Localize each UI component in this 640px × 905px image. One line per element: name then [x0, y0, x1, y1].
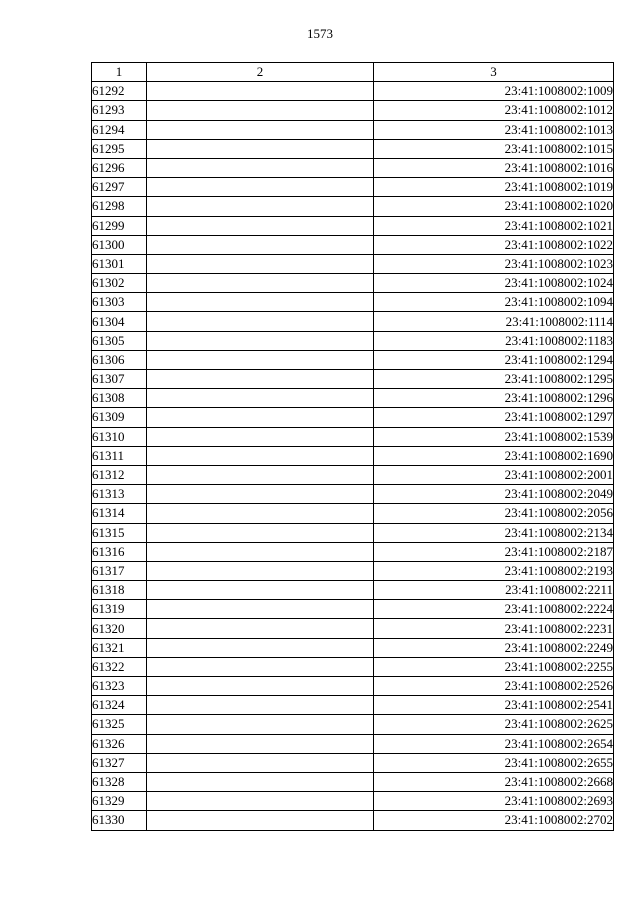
- table-row: [92, 254, 614, 273]
- column-2-cell: [147, 101, 374, 120]
- cadastral-number-cell: 23:41:1008002:1094: [374, 293, 614, 312]
- cadastral-number-cell: 23:41:1008002:2134: [374, 523, 614, 542]
- column-2-cell: [147, 504, 374, 523]
- column-2-cell: [147, 715, 374, 734]
- cadastral-number-cell: 23:41:1008002:2187: [374, 542, 614, 561]
- cadastral-number-cell: 23:41:1008002:2541: [374, 696, 614, 715]
- column-header-3: 3: [374, 63, 614, 82]
- row-number-cell: 61306: [92, 350, 147, 369]
- row-number-cell: 61325: [92, 715, 147, 734]
- cadastral-number-cell: 23:41:1008002:1016: [374, 158, 614, 177]
- table-row: [92, 370, 614, 389]
- data-table: [91, 62, 614, 831]
- table-row: [92, 542, 614, 561]
- cadastral-number-cell: 23:41:1008002:2526: [374, 677, 614, 696]
- column-2-cell: [147, 772, 374, 791]
- table-row: [92, 120, 614, 139]
- table-row: [92, 734, 614, 753]
- table-row: [92, 331, 614, 350]
- table-row: [92, 408, 614, 427]
- table-row: [92, 427, 614, 446]
- page-number: 1573: [307, 26, 333, 41]
- cadastral-number-cell: 23:41:1008002:1020: [374, 197, 614, 216]
- row-number-cell: 61307: [92, 370, 147, 389]
- row-number-cell: 61298: [92, 197, 147, 216]
- row-number-cell: 61314: [92, 504, 147, 523]
- table-row: [92, 446, 614, 465]
- cadastral-number-cell: 23:41:1008002:1296: [374, 389, 614, 408]
- column-2-cell: [147, 408, 374, 427]
- table-row: [92, 293, 614, 312]
- cadastral-number-cell: 23:41:1008002:2224: [374, 600, 614, 619]
- table-row: [92, 600, 614, 619]
- column-2-cell: [147, 197, 374, 216]
- column-2-cell: [147, 312, 374, 331]
- cadastral-number-cell: 23:41:1008002:2702: [374, 811, 614, 830]
- table-row: [92, 715, 614, 734]
- cadastral-number-cell: 23:41:1008002:2211: [374, 581, 614, 600]
- cadastral-number-cell: 23:41:1008002:1012: [374, 101, 614, 120]
- cadastral-number-cell: 23:41:1008002:1009: [374, 82, 614, 101]
- column-2-cell: [147, 254, 374, 273]
- cadastral-number-cell: 23:41:1008002:2625: [374, 715, 614, 734]
- row-number-cell: 61323: [92, 677, 147, 696]
- column-2-cell: [147, 389, 374, 408]
- table-row: [92, 235, 614, 254]
- row-number-cell: 61303: [92, 293, 147, 312]
- cadastral-number-cell: 23:41:1008002:2693: [374, 792, 614, 811]
- column-2-cell: [147, 158, 374, 177]
- row-number-cell: 61295: [92, 139, 147, 158]
- row-number-cell: 61310: [92, 427, 147, 446]
- cadastral-number-cell: 23:41:1008002:1690: [374, 446, 614, 465]
- row-number-cell: 61292: [92, 82, 147, 101]
- row-number-cell: 61296: [92, 158, 147, 177]
- row-number-cell: 61302: [92, 274, 147, 293]
- column-2-cell: [147, 331, 374, 350]
- table-row: [92, 677, 614, 696]
- cadastral-number-cell: 23:41:1008002:1294: [374, 350, 614, 369]
- table-row: [92, 158, 614, 177]
- cadastral-number-cell: 23:41:1008002:1015: [374, 139, 614, 158]
- row-number-cell: 61320: [92, 619, 147, 638]
- row-number-cell: 61299: [92, 216, 147, 235]
- table-row: [92, 216, 614, 235]
- column-2-cell: [147, 696, 374, 715]
- table-row: [92, 101, 614, 120]
- table-row: [92, 696, 614, 715]
- cadastral-number-cell: 23:41:1008002:1539: [374, 427, 614, 446]
- row-number-cell: 61315: [92, 523, 147, 542]
- row-number-cell: 61294: [92, 120, 147, 139]
- column-2-cell: [147, 792, 374, 811]
- column-2-cell: [147, 811, 374, 830]
- cadastral-number-cell: 23:41:1008002:1021: [374, 216, 614, 235]
- cadastral-number-cell: 23:41:1008002:2655: [374, 753, 614, 772]
- column-2-cell: [147, 216, 374, 235]
- column-2-cell: [147, 677, 374, 696]
- column-2-cell: [147, 178, 374, 197]
- table-row: [92, 792, 614, 811]
- column-2-cell: [147, 581, 374, 600]
- column-2-cell: [147, 485, 374, 504]
- row-number-cell: 61330: [92, 811, 147, 830]
- cadastral-number-cell: 23:41:1008002:2049: [374, 485, 614, 504]
- table-row: [92, 811, 614, 830]
- column-2-cell: [147, 753, 374, 772]
- column-2-cell: [147, 638, 374, 657]
- cadastral-number-cell: 23:41:1008002:1024: [374, 274, 614, 293]
- column-2-cell: [147, 619, 374, 638]
- table-row: [92, 753, 614, 772]
- row-number-cell: 61319: [92, 600, 147, 619]
- row-number-cell: 61312: [92, 465, 147, 484]
- row-number-cell: 61304: [92, 312, 147, 331]
- cadastral-number-cell: 23:41:1008002:2249: [374, 638, 614, 657]
- row-number-cell: 61321: [92, 638, 147, 657]
- table-row: [92, 657, 614, 676]
- row-number-cell: 61301: [92, 254, 147, 273]
- cadastral-number-cell: 23:41:1008002:1183: [374, 331, 614, 350]
- table-row: [92, 561, 614, 580]
- cadastral-number-cell: 23:41:1008002:2056: [374, 504, 614, 523]
- table-row: [92, 638, 614, 657]
- column-2-cell: [147, 235, 374, 254]
- column-2-cell: [147, 734, 374, 753]
- column-2-cell: [147, 542, 374, 561]
- cadastral-number-cell: 23:41:1008002:1019: [374, 178, 614, 197]
- row-number-cell: 61309: [92, 408, 147, 427]
- row-number-cell: 61308: [92, 389, 147, 408]
- cadastral-number-cell: 23:41:1008002:1295: [374, 370, 614, 389]
- cadastral-number-cell: 23:41:1008002:2255: [374, 657, 614, 676]
- row-number-cell: 61328: [92, 772, 147, 791]
- column-2-cell: [147, 120, 374, 139]
- table-row: [92, 465, 614, 484]
- cadastral-number-cell: 23:41:1008002:2231: [374, 619, 614, 638]
- table-row: [92, 274, 614, 293]
- column-2-cell: [147, 293, 374, 312]
- column-2-cell: [147, 561, 374, 580]
- table-row: [92, 82, 614, 101]
- table-row: [92, 772, 614, 791]
- column-2-cell: [147, 427, 374, 446]
- column-header-1: 1: [92, 63, 147, 82]
- row-number-cell: 61326: [92, 734, 147, 753]
- cadastral-number-cell: 23:41:1008002:1023: [374, 254, 614, 273]
- table-header-row: [92, 63, 614, 82]
- row-number-cell: 61313: [92, 485, 147, 504]
- table-row: [92, 197, 614, 216]
- table-row: [92, 619, 614, 638]
- column-2-cell: [147, 370, 374, 389]
- table-row: [92, 139, 614, 158]
- row-number-cell: 61300: [92, 235, 147, 254]
- cadastral-number-cell: 23:41:1008002:1114: [374, 312, 614, 331]
- cadastral-number-cell: 23:41:1008002:2668: [374, 772, 614, 791]
- cadastral-number-cell: 23:41:1008002:2001: [374, 465, 614, 484]
- column-2-cell: [147, 139, 374, 158]
- row-number-cell: 61329: [92, 792, 147, 811]
- table-row: [92, 350, 614, 369]
- row-number-cell: 61322: [92, 657, 147, 676]
- column-header-2: 2: [147, 63, 374, 82]
- column-2-cell: [147, 274, 374, 293]
- table-row: [92, 178, 614, 197]
- cadastral-number-cell: 23:41:1008002:1022: [374, 235, 614, 254]
- table-row: [92, 312, 614, 331]
- row-number-cell: 61324: [92, 696, 147, 715]
- row-number-cell: 61318: [92, 581, 147, 600]
- column-2-cell: [147, 446, 374, 465]
- column-2-cell: [147, 523, 374, 542]
- row-number-cell: 61316: [92, 542, 147, 561]
- cadastral-number-cell: 23:41:1008002:1297: [374, 408, 614, 427]
- table-row: [92, 504, 614, 523]
- table-row: [92, 581, 614, 600]
- row-number-cell: 61305: [92, 331, 147, 350]
- row-number-cell: 61311: [92, 446, 147, 465]
- table-body: [92, 82, 614, 830]
- column-2-cell: [147, 82, 374, 101]
- row-number-cell: 61293: [92, 101, 147, 120]
- column-2-cell: [147, 657, 374, 676]
- cadastral-number-cell: 23:41:1008002:2654: [374, 734, 614, 753]
- row-number-cell: 61317: [92, 561, 147, 580]
- column-2-cell: [147, 350, 374, 369]
- cadastral-number-cell: 23:41:1008002:1013: [374, 120, 614, 139]
- row-number-cell: 61327: [92, 753, 147, 772]
- row-number-cell: 61297: [92, 178, 147, 197]
- cadastral-number-cell: 23:41:1008002:2193: [374, 561, 614, 580]
- column-2-cell: [147, 600, 374, 619]
- table-row: [92, 485, 614, 504]
- column-2-cell: [147, 465, 374, 484]
- table-row: [92, 523, 614, 542]
- table-row: [92, 389, 614, 408]
